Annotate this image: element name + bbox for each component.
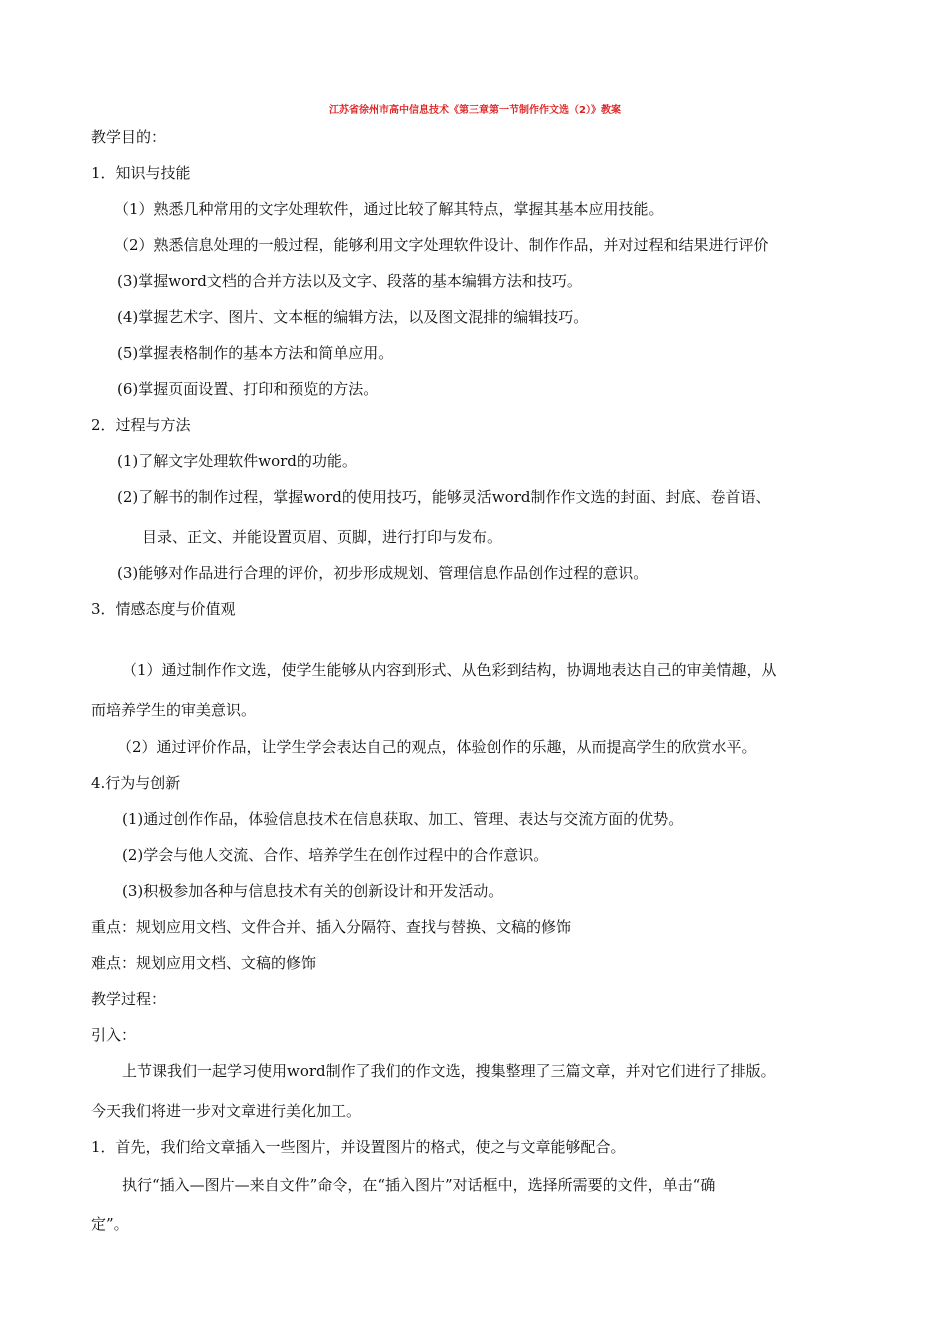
text-line: (1)通过创作作品，体验信息技术在信息获取、加工、管理、表达与交流方面的优势。 [122, 810, 684, 828]
text-line: (2)学会与他人交流、合作、培养学生在创作过程中的合作意识。 [122, 846, 549, 864]
text-line: （1）通过制作作文选，使学生能够从内容到形式、从色彩到结构，协调地表达自己的审美情趣，从 [122, 661, 777, 679]
section-heading: 3．情感态度与价值观 [91, 600, 236, 618]
section-heading: 4.行为与创新 [91, 774, 181, 792]
text-line: (3)掌握word文档的合并方法以及文字、段落的基本编辑方法和技巧。 [117, 272, 582, 290]
text-line: 上节课我们一起学习使用word制作了我们的作文选，搜集整理了三篇文章，并对它们进行了排版。 [122, 1062, 776, 1080]
section-heading: 教学过程： [91, 990, 167, 1008]
text-line: （1）熟悉几种常用的文字处理软件，通过比较了解其特点，掌握其基本应用技能。 [114, 200, 664, 218]
text-line: 今天我们将进一步对文章进行美化加工。 [91, 1102, 362, 1120]
text-line: (3)积极参加各种与信息技术有关的创新设计和开发活动。 [122, 882, 504, 900]
difficult-points: 难点：规划应用文档、文稿的修饰 [91, 954, 317, 972]
key-points: 重点：规划应用文档、文件合并、插入分隔符、查找与替换、文稿的修饰 [91, 918, 572, 936]
text-line: (2)了解书的制作过程，掌握word的使用技巧，能够灵活word制作作文选的封面、封底、卷首语、 [117, 488, 771, 506]
document-title: 江苏省徐州市高中信息技术《第三章第一节制作作文选（2）》教案 [329, 105, 621, 116]
text-line: (3)能够对作品进行合理的评价，初步形成规划、管理信息作品创作过程的意识。 [117, 564, 649, 582]
text-line: 1．首先，我们给文章插入一些图片，并设置图片的格式，使之与文章能够配合。 [91, 1138, 626, 1156]
text-line: 教学目的： [91, 128, 167, 146]
text-line: 目录、正文、并能设置页眉、页脚，进行打印与发布。 [142, 528, 503, 546]
text-line: 执行“插入—图片—来自文件”命令，在“插入图片”对话框中，选择所需要的文件，单击“确 [122, 1176, 716, 1194]
text-line: (5)掌握表格制作的基本方法和简单应用。 [117, 344, 394, 362]
section-heading: 2．过程与方法 [91, 416, 191, 434]
text-line: 定”。 [91, 1215, 129, 1233]
text-line: （2）通过评价作品，让学生学会表达自己的观点，体验创作的乐趣，从而提高学生的欣赏水平。 [117, 738, 757, 756]
text-line: (6)掌握页面设置、打印和预览的方法。 [117, 380, 379, 398]
section-heading: 1．知识与技能 [91, 164, 191, 182]
section-heading: 引入： [91, 1026, 137, 1044]
text-line: 而培养学生的审美意识。 [91, 701, 257, 719]
text-line: (1)了解文字处理软件word的功能。 [117, 452, 357, 470]
text-line: (4)掌握艺术字、图片、文本框的编辑方法，以及图文混排的编辑技巧。 [117, 308, 589, 326]
text-line: （2）熟悉信息处理的一般过程，能够利用文字处理软件设计、制作作品，并对过程和结果进行评价 [114, 236, 769, 254]
